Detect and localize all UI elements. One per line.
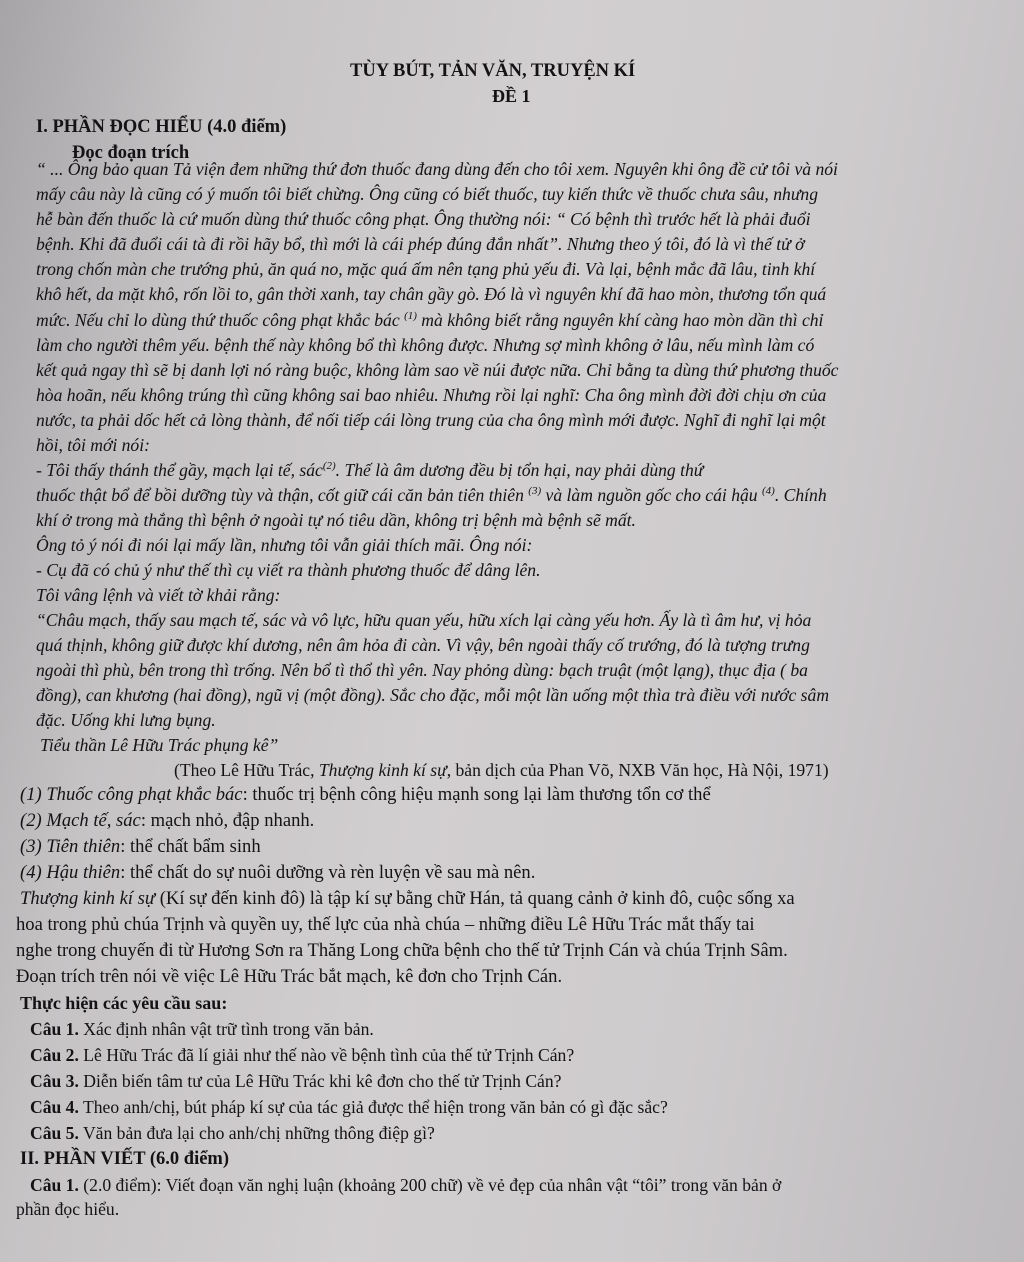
footnote-ref: (1): [404, 310, 417, 323]
passage-line: bệnh. Khi đã đuổi cái tà đi rồi hãy bổ, thì mới là cái phép đúng đắn nhất”. Nhưng theo ý tôi, đó là vì thế tử ở: [36, 234, 805, 254]
passage-line: làm cho người thêm yếu. bệnh thế này không bổ thì không được. Nhưng sợ mình không ở lâu, nếu mình làm có: [36, 335, 815, 355]
intro-line: nghe trong chuyến đi từ Hương Sơn ra Thăng Long chữa bệnh cho thế tử Trịnh Cán và chúa Trịnh Sâm.: [16, 940, 788, 961]
source-citation: (Theo Lê Hữu Trác, Thượng kinh kí sự, bản dịch của Phan Võ, NXB Văn học, Hà Nội, 1971): [174, 760, 829, 780]
question-4: Câu 4. Theo anh/chị, bút pháp kí sự của tác giả được thể hiện trong văn bản có gì đặc sắc?: [30, 1097, 668, 1117]
footnote: (3) Tiên thiên: thể chất bẩm sinh: [20, 836, 261, 857]
intro-book-title: Thượng kinh kí sự: [20, 888, 156, 909]
intro-line: Đoạn trích trên nói về việc Lê Hữu Trác bắt mạch, kê đơn cho Trịnh Cán.: [16, 966, 563, 987]
passage-line: đồng), can khương (hai đồng), ngũ vị (một đồng). Sắc cho đặc, mỗi một lần uống một thìa trà điều với nước sâm: [36, 685, 830, 705]
source-book-title: Thượng kinh kí sự: [318, 760, 447, 780]
passage-line: kết quả ngay thì sẽ bị danh lợi nó ràng buộc, không làm sao về núi được nữa. Chỉ bằng ta dùng thứ phương thuốc: [36, 360, 839, 380]
footnote: (2) Mạch tế, sác: mạch nhỏ, đập nhanh.: [20, 810, 315, 831]
passage-line: khí ở trong mà thắng thì bệnh ở ngoài tự nó tiêu dần, không trị bệnh mà bệnh sẽ mất.: [36, 510, 636, 530]
intro-line: hoa trong phủ chúa Trịnh và quyền uy, thế lực của nhà chúa – những điều Lê Hữu Trác mắt thấy tai: [16, 914, 755, 935]
question-1: Câu 1. Xác định nhân vật trữ tình trong văn bản.: [30, 1019, 374, 1039]
passage-line: mấy câu này là cũng có ý muốn tôi biết chừng. Ông cũng có biết thuốc, tuy kiến thức về thuốc chưa sâu, nhưng: [36, 184, 819, 204]
section2-heading: II. PHẦN VIẾT (6.0 điểm): [20, 1149, 230, 1169]
passage-line: trong chốn màn che trướng phủ, ăn quá no, mặc quá ấm nên tạng phủ yếu đi. Và lại, bệnh mắc đã lâu, tinh khí: [36, 259, 816, 279]
tasks-heading: Thực hiện các yêu cầu sau:: [20, 993, 228, 1013]
footnote-ref: (2): [322, 460, 336, 473]
passage-line: đặc. Uống khi lưng bụng.: [36, 710, 216, 730]
writing-question-1: Câu 1. (2.0 điểm): Viết đoạn văn nghị luận (khoảng 200 chữ) về vẻ đẹp của nhân vật “tôi” trong văn bản ở: [30, 1175, 782, 1195]
passage-line: quá thịnh, không giữ được khí dương, nên âm hỏa đi càn. Vì vậy, bên ngoài thấy cố trướng, đó là tượng trưng: [36, 635, 810, 655]
passage-signature: Tiểu thần Lê Hữu Trác phụng kê”: [40, 735, 279, 755]
writing-question-1-cont: phần đọc hiểu.: [16, 1199, 120, 1219]
passage-line: - Cụ đã có chủ ý như thế thì cụ viết ra thành phương thuốc để dâng lên.: [36, 560, 541, 580]
excerpt-label: Đọc đoạn trích: [72, 143, 190, 163]
footnote-ref: (4): [761, 485, 775, 498]
intro-line: Thượng kinh kí sự (Kí sự đến kinh đô) là tập kí sự bằng chữ Hán, tả quang cảnh ở kinh đô, cuộc sống xa: [20, 888, 795, 909]
passage-line: ngoài thì phù, bên trong thì trống. Nên bổ tì thổ thì yên. Nay phỏng dùng: bạch truật (một lạng), thục địa ( ba: [36, 660, 808, 680]
passage-line: hòa hoãn, nếu không trúng thì cũng không sai bao nhiêu. Nhưng rồi lại nghĩ: Cha ông mình đời đời chịu ơn của: [36, 385, 827, 405]
footnote: (4) Hậu thiên: thể chất do sự nuôi dưỡng và rèn luyện về sau mà nên.: [20, 862, 536, 883]
passage-line: khô hết, da mặt khô, rốn lồi to, gân thời xanh, tay chân gầy gò. Đó là vì nguyên khí đã hao mòn, thương tổn quá: [36, 284, 827, 304]
section1-heading: I. PHẦN ĐỌC HIỂU (4.0 điểm): [36, 117, 287, 137]
passage-line: “ ... Ông bảo quan Tả viện đem những thứ đơn thuốc đang dùng đến cho tôi xem. Nguyên khi ông đề cử tôi và nói: [36, 159, 838, 179]
exam-number: ĐỀ 1: [492, 86, 531, 106]
footnote-ref: (3): [528, 485, 542, 498]
passage-line: - Tôi thấy thánh thể gầy, mạch lại tế, sác$^{(2)}$. Thế là âm dương đều bị tổn hại, nay phải dùng thứ: [36, 460, 704, 480]
passage-line: mức. Nếu chỉ lo dùng thứ thuốc công phạt khắc bác $^{(1)}$ mà không biết rằng nguyên khí càng hao mòn dần thì chỉ: [36, 310, 824, 330]
document-title: TÙY BÚT, TẢN VĂN, TRUYỆN KÍ: [350, 61, 636, 81]
passage-line: Tôi vâng lệnh và viết tờ khải rằng:: [36, 585, 281, 605]
question-2: Câu 2. Lê Hữu Trác đã lí giải như thế nào về bệnh tình của thế tử Trịnh Cán?: [30, 1045, 575, 1065]
passage-line: hồi, tôi mới nói:: [36, 435, 150, 455]
passage-line: “Châu mạch, thấy sau mạch tế, sác và vô lực, hữu quan yếu, hữu xích lại càng yếu hơn. Ấy là tì âm hư, vị hỏa: [36, 610, 812, 630]
passage-line: Ông tỏ ý nói đi nói lại mấy lần, nhưng tôi vẫn giải thích mãi. Ông nói:: [36, 535, 533, 555]
footnote: (1) Thuốc công phạt khắc bác: thuốc trị bệnh công hiệu mạnh song lại làm thương tổn cơ thể: [20, 784, 711, 805]
passage-line: hễ bàn đến thuốc là cứ muốn dùng thứ thuốc công phạt. Ông thường nói: “ Có bệnh thì trước hết là phải đuổi: [36, 209, 811, 229]
passage-line: nước, ta phải dốc hết cả lòng thành, để nối tiếp cái lòng trung của cha ông mình mới được. Nghĩ đi nghĩ lại một: [36, 410, 826, 430]
passage-line: thuốc thật bổ để bồi dưỡng tùy và thận, cốt giữ cái căn bản tiên thiên $^{(3)}$ và làm nguồn gốc cho cái hậu $^{(4)}$. Chính: [36, 485, 827, 505]
question-3: Câu 3. Diễn biến tâm tư của Lê Hữu Trác khi kê đơn cho thế tử Trịnh Cán?: [30, 1071, 562, 1091]
question-5: Câu 5. Văn bản đưa lại cho anh/chị những thông điệp gì?: [30, 1123, 435, 1143]
